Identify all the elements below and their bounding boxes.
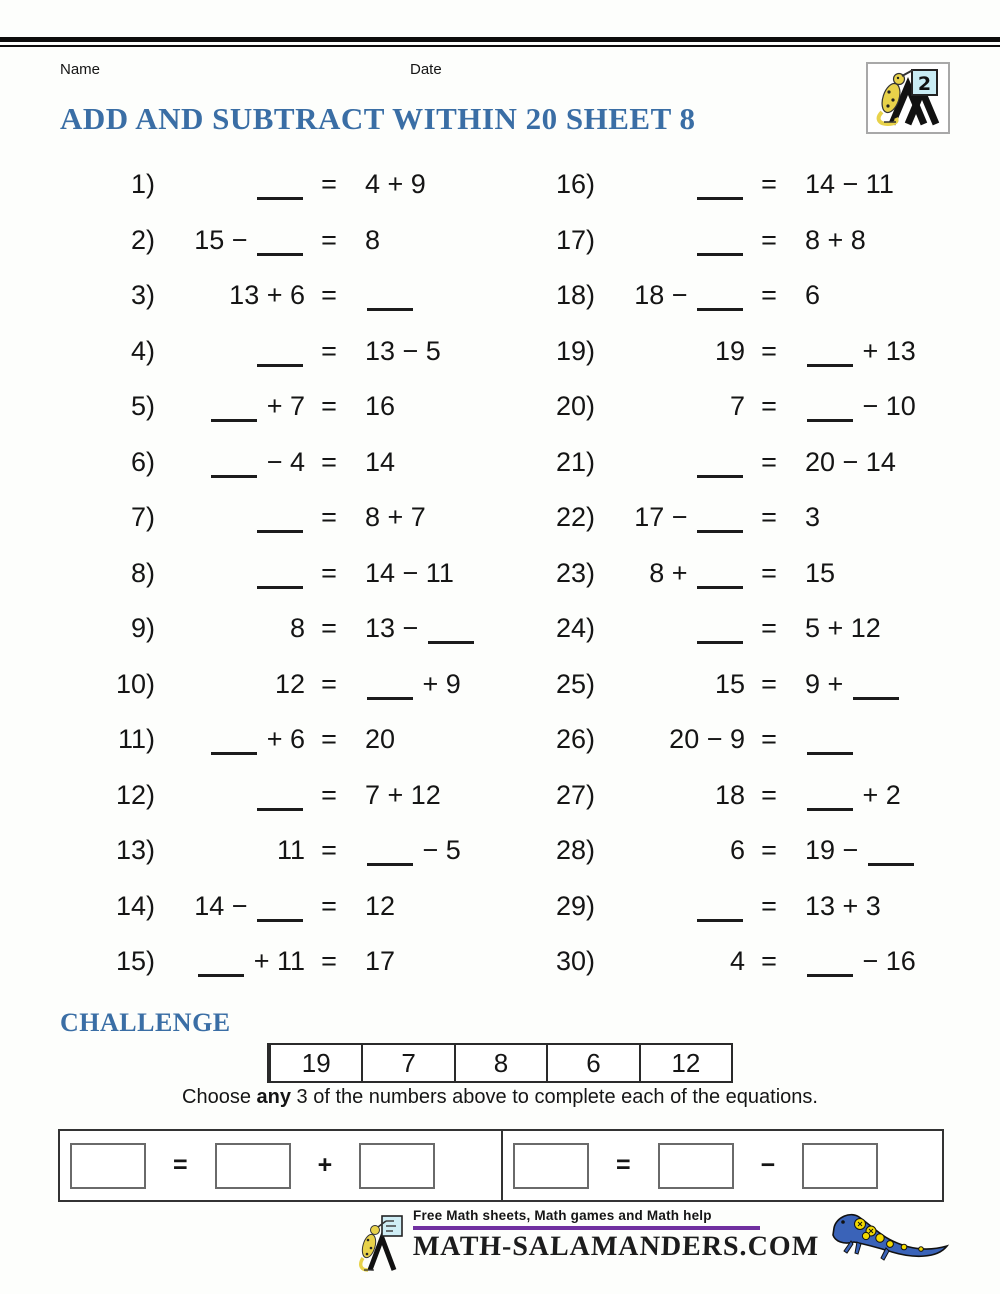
- problem-number: 10): [115, 668, 155, 699]
- problem-number: 25): [555, 668, 595, 699]
- problem-row: [500, 768, 940, 824]
- equals-sign: =: [761, 446, 777, 477]
- problem-row: [500, 324, 940, 380]
- answer-box[interactable]: [70, 1143, 146, 1189]
- problem-lhs: 6: [729, 835, 745, 865]
- problem-lhs: [595, 601, 745, 657]
- problem-lhs: 15: [714, 668, 745, 699]
- answer-blank[interactable]: [697, 455, 743, 478]
- problem-lhs: 20 − 9: [669, 724, 745, 754]
- problems-left-column: [60, 157, 500, 990]
- minus-sign: −: [760, 1151, 776, 1179]
- problem-rhs: 3: [805, 502, 821, 532]
- challenge-number-cell: 19: [269, 1045, 361, 1081]
- answer-blank[interactable]: [257, 899, 303, 922]
- equals-sign: =: [321, 446, 337, 477]
- answer-blank[interactable]: [257, 510, 303, 533]
- problem-rhs: − 16: [793, 934, 940, 990]
- problem-lhs: 12: [274, 668, 305, 699]
- footer-text-block: [413, 1208, 819, 1263]
- problem-rhs: + 2: [793, 768, 940, 824]
- footer-brand: [356, 1208, 819, 1284]
- problem-rhs: 15: [805, 557, 836, 588]
- problem-rhs: [353, 268, 500, 324]
- problem-rhs: 14: [365, 446, 396, 477]
- answer-blank[interactable]: [257, 566, 303, 589]
- equals-sign: =: [761, 835, 777, 865]
- problem-rhs: 20: [365, 724, 396, 754]
- equals-sign: =: [761, 502, 777, 532]
- answer-blank[interactable]: [807, 954, 853, 977]
- answer-box[interactable]: [658, 1143, 734, 1189]
- blue-salamander-icon: [824, 1200, 956, 1275]
- answer-blank[interactable]: [697, 233, 743, 256]
- problem-number: 2): [130, 224, 155, 255]
- problem-row: [60, 823, 500, 879]
- answer-blank[interactable]: [697, 510, 743, 533]
- problem-rhs: [793, 712, 940, 768]
- problem-number: 8): [130, 557, 155, 588]
- problem-row: [60, 712, 500, 768]
- problem-rhs: + 9: [353, 657, 500, 713]
- answer-blank[interactable]: [367, 288, 413, 311]
- problem-number: 20): [555, 391, 595, 421]
- problem-row: [500, 823, 940, 879]
- problem-number: 27): [555, 779, 595, 810]
- problem-number: 24): [555, 613, 595, 643]
- answer-blank[interactable]: [257, 788, 303, 811]
- problem-lhs: 15 −: [155, 213, 305, 269]
- problem-lhs: [155, 546, 305, 602]
- problem-row: [60, 768, 500, 824]
- problem-number: 22): [555, 502, 595, 532]
- challenge-heading: CHALLENGE: [60, 1008, 231, 1037]
- problem-rhs: 14 − 11: [805, 169, 894, 199]
- answer-blank[interactable]: [367, 677, 413, 700]
- answer-blank[interactable]: [807, 732, 853, 755]
- problem-number: 30): [555, 946, 595, 976]
- answer-blank[interactable]: [367, 843, 413, 866]
- equals-sign: =: [321, 224, 337, 255]
- problem-row: [60, 934, 500, 990]
- equals-sign: =: [321, 779, 337, 810]
- problem-number: 1): [130, 169, 155, 199]
- equals-sign: =: [321, 169, 337, 199]
- problem-row: [500, 435, 940, 491]
- answer-blank[interactable]: [807, 344, 853, 367]
- problem-lhs: [155, 490, 305, 546]
- problem-row: [500, 657, 940, 713]
- problem-number: 13): [115, 835, 155, 865]
- equals-sign: =: [321, 946, 337, 976]
- problem-rhs: 17: [365, 946, 396, 976]
- problem-row: [500, 157, 940, 213]
- problem-lhs: − 4: [155, 435, 305, 491]
- challenge-caption: [0, 1086, 1000, 1109]
- problem-number: 18): [555, 280, 595, 310]
- problem-lhs: 4: [729, 946, 745, 976]
- footer-site-name[interactable]: MATH-SALAMANDERS.COM: [412, 1231, 820, 1262]
- problem-rhs: 16: [365, 391, 396, 421]
- equals-sign: =: [173, 1151, 188, 1179]
- answer-blank[interactable]: [211, 732, 257, 755]
- logo-salamander-icon: [868, 64, 948, 132]
- answer-blank[interactable]: [868, 843, 914, 866]
- answer-blank[interactable]: [257, 177, 303, 200]
- problem-row: [500, 712, 940, 768]
- svg-text:2: 2: [917, 73, 932, 95]
- challenge-number-cell: 6: [546, 1045, 638, 1081]
- equals-sign: =: [761, 557, 777, 588]
- problem-rhs: 6: [805, 280, 821, 310]
- problem-lhs: [155, 324, 305, 380]
- problem-lhs: [595, 157, 745, 213]
- problem-number: 23): [555, 557, 595, 588]
- equals-sign: =: [761, 890, 777, 921]
- problem-lhs: 7: [729, 391, 745, 421]
- equals-sign: =: [761, 613, 777, 643]
- name-field-label: Name: [60, 61, 101, 78]
- problem-number: 7): [130, 502, 155, 532]
- problem-rhs: 14 − 11: [365, 557, 454, 588]
- equals-sign: =: [761, 779, 777, 810]
- problem-lhs: 11: [276, 835, 305, 865]
- problem-number: 21): [555, 446, 595, 477]
- problem-lhs: 19: [714, 335, 745, 366]
- problem-rhs: 20 − 14: [805, 446, 896, 477]
- problem-number: 12): [115, 779, 155, 810]
- problem-number: 11): [117, 724, 155, 754]
- caption-text: 3 of the numbers above to complete each of the equations.: [290, 1086, 818, 1108]
- problem-row: [60, 379, 500, 435]
- answer-blank[interactable]: [697, 566, 743, 589]
- page-title: ADD AND SUBTRACT WITHIN 20 SHEET 8: [60, 101, 696, 136]
- plus-sign: +: [317, 1151, 333, 1179]
- answer-blank[interactable]: [257, 233, 303, 256]
- problem-row: [60, 657, 500, 713]
- problem-number: 9): [130, 613, 155, 643]
- problem-lhs: 18: [714, 779, 745, 810]
- answer-blank[interactable]: [807, 399, 853, 422]
- challenge-number-cell: 7: [361, 1045, 453, 1081]
- problem-row: [60, 435, 500, 491]
- challenge-number-table: [267, 1043, 733, 1083]
- date-field-label: Date: [410, 61, 442, 78]
- problem-rhs: 4 + 9: [365, 169, 426, 199]
- problem-number: 28): [555, 835, 595, 865]
- answer-box[interactable]: [359, 1143, 435, 1189]
- problem-rhs: + 13: [793, 324, 940, 380]
- problem-number: 17): [555, 224, 595, 255]
- answer-blank[interactable]: [428, 621, 474, 644]
- challenge-equations-panel: [58, 1129, 944, 1202]
- footer-salamander-icon: [356, 1208, 408, 1284]
- problem-number: 5): [130, 391, 155, 421]
- problem-row: [500, 379, 940, 435]
- equals-sign: =: [761, 724, 777, 754]
- problem-rhs: 12: [365, 890, 396, 921]
- problem-row: [60, 268, 500, 324]
- problem-lhs: + 7: [155, 379, 305, 435]
- problem-number: 4): [130, 335, 155, 366]
- answer-blank[interactable]: [853, 677, 899, 700]
- equals-sign: =: [321, 335, 337, 366]
- problem-rhs: 13 −: [353, 601, 500, 657]
- problem-row: [60, 601, 500, 657]
- problem-number: 15): [115, 946, 155, 976]
- equals-sign: =: [321, 613, 337, 643]
- problem-rhs: 8: [365, 224, 381, 255]
- answer-blank[interactable]: [807, 788, 853, 811]
- footer-tagline: Free Math sheets, Math games and Math help: [413, 1208, 712, 1223]
- problem-rhs: − 5: [353, 823, 500, 879]
- equals-sign: =: [321, 890, 337, 921]
- problem-lhs: 13 + 6: [229, 280, 305, 310]
- problem-rhs: 8 + 7: [365, 502, 426, 532]
- equals-sign: =: [761, 335, 777, 366]
- problem-row: [500, 268, 940, 324]
- problem-lhs: [595, 435, 745, 491]
- problem-number: 14): [115, 890, 155, 921]
- problem-row: [500, 934, 940, 990]
- problem-rhs: 19 −: [793, 823, 940, 879]
- answer-blank[interactable]: [211, 455, 257, 478]
- equals-sign: =: [761, 946, 777, 976]
- problem-lhs: + 6: [155, 712, 305, 768]
- answer-box[interactable]: [802, 1143, 878, 1189]
- equals-sign: =: [321, 724, 337, 754]
- problem-rhs: 9 +: [793, 657, 940, 713]
- problem-row: [500, 601, 940, 657]
- equals-sign: =: [321, 502, 337, 532]
- problem-row: [500, 490, 940, 546]
- problem-lhs: [595, 213, 745, 269]
- problem-row: [60, 324, 500, 380]
- equals-sign: =: [321, 391, 337, 421]
- problem-number: 6): [130, 446, 155, 477]
- equals-sign: =: [761, 391, 777, 421]
- subtraction-equation: [501, 1131, 942, 1200]
- problem-lhs: 8: [289, 613, 305, 643]
- caption-bold-word: any: [256, 1086, 291, 1108]
- footer-purple-rule: [413, 1226, 760, 1230]
- problem-row: [60, 546, 500, 602]
- problems-grid: [60, 157, 940, 990]
- caption-text: Choose: [182, 1086, 257, 1108]
- problem-row: [60, 879, 500, 935]
- equals-sign: =: [761, 280, 777, 310]
- problem-number: 3): [130, 280, 155, 310]
- problem-rhs: 7 + 12: [365, 779, 441, 810]
- addition-equation: [60, 1131, 501, 1200]
- top-divider-rule: [0, 37, 1000, 47]
- problem-rhs: 13 + 3: [805, 890, 881, 921]
- problem-lhs: + 11: [155, 934, 305, 990]
- answer-blank[interactable]: [211, 399, 257, 422]
- equals-sign: =: [321, 668, 337, 699]
- equals-sign: =: [761, 668, 777, 699]
- problem-rhs: 5 + 12: [805, 613, 881, 643]
- challenge-number-cell: 12: [639, 1045, 731, 1081]
- problem-number: 16): [555, 169, 595, 199]
- answer-blank[interactable]: [697, 288, 743, 311]
- answer-box[interactable]: [215, 1143, 291, 1189]
- answer-blank[interactable]: [697, 621, 743, 644]
- challenge-number-cell: 8: [454, 1045, 546, 1081]
- equals-sign: =: [761, 224, 777, 255]
- answer-blank[interactable]: [257, 344, 303, 367]
- problem-lhs: [595, 879, 745, 935]
- problem-number: 29): [555, 890, 595, 921]
- answer-box[interactable]: [513, 1143, 589, 1189]
- equals-sign: =: [321, 280, 337, 310]
- problem-row: [60, 213, 500, 269]
- problem-number: 26): [555, 724, 595, 754]
- problem-lhs: 14 −: [155, 879, 305, 935]
- problem-row: [500, 546, 940, 602]
- equals-sign: =: [321, 835, 337, 865]
- equals-sign: =: [321, 557, 337, 588]
- math-salamanders-logo: [866, 62, 950, 134]
- answer-blank[interactable]: [198, 954, 244, 977]
- problem-lhs: 8 +: [595, 546, 745, 602]
- problem-lhs: [155, 157, 305, 213]
- problem-row: [500, 213, 940, 269]
- problem-lhs: [155, 768, 305, 824]
- equals-sign: =: [616, 1151, 631, 1179]
- problem-rhs: − 10: [793, 379, 940, 435]
- problem-row: [60, 490, 500, 546]
- answer-blank[interactable]: [697, 899, 743, 922]
- problem-lhs: 17 −: [595, 490, 745, 546]
- problem-row: [500, 879, 940, 935]
- problem-row: [60, 157, 500, 213]
- problem-number: 19): [555, 335, 595, 366]
- problem-rhs: 8 + 8: [805, 224, 866, 255]
- problem-lhs: 18 −: [595, 268, 745, 324]
- answer-blank[interactable]: [697, 177, 743, 200]
- problem-rhs: 13 − 5: [365, 335, 441, 366]
- equals-sign: =: [761, 169, 777, 199]
- problems-right-column: [500, 157, 940, 990]
